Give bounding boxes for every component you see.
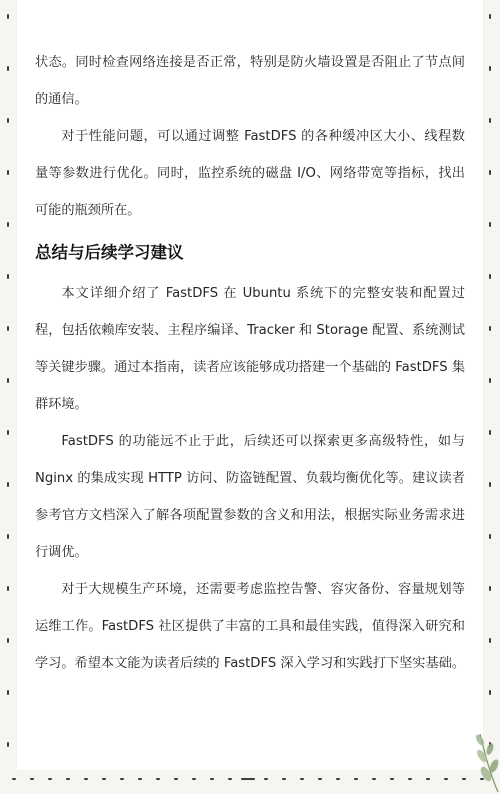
border-dot [30,778,34,780]
paragraph-performance: 对于性能问题，可以通过调整 FastDFS 的各种缓冲区大小、线程数量等参数进行优化。同时，监控系统的磁盘 I/O、网络带宽等指标，找出可能的瓶颈所在。 [35,129,465,218]
border-dot [228,778,232,780]
border-dot [7,534,9,539]
border-dot [489,326,491,331]
border-dot [489,274,491,279]
border-dot [489,170,491,175]
border-dot [192,778,196,780]
border-dot [102,778,106,780]
border-dot [354,778,358,780]
border-dot [7,118,9,123]
paragraph-production: 对于大规模生产环境，还需要考虑监控告警、容灾备份、容量规划等运维工作。FastDFS 社区提供了丰富的工具和最佳实践，值得深入研究和学习。希望本文能为读者后续的 FastDFS 深入学习和实践打下坚实基础。 [35,582,466,671]
border-dot [66,778,70,780]
border-dot [300,778,304,780]
border-dot [7,482,9,487]
border-dot [84,778,88,780]
left-dotted-border [7,0,11,794]
border-dot [7,14,9,19]
border-dot [7,378,9,383]
border-dot [264,778,268,780]
border-dash [241,778,255,780]
border-dot [489,586,491,591]
border-dot [174,778,178,780]
document-body [35,44,465,682]
border-dot [426,778,430,780]
border-dot [7,742,9,747]
border-dot [489,430,491,435]
border-dot [372,778,376,780]
border-dot [138,778,142,780]
border-dot [7,66,9,71]
border-dot [489,66,491,71]
border-dot [489,482,491,487]
border-dot [156,778,160,780]
border-dot [120,778,124,780]
right-dotted-border [489,0,493,794]
border-dot [408,778,412,780]
border-dot [489,638,491,643]
section-heading: 总结与后续学习建议 [35,243,184,262]
border-dot [336,778,340,780]
border-dot [210,778,214,780]
border-dot [48,778,52,780]
border-dot [318,778,322,780]
border-dot [7,586,9,591]
paragraph-advanced-features: FastDFS 的功能远不止于此，后续还可以探索更多高级特性，如与 Nginx 的集成实现 HTTP 访问、防盗链配置、负载均衡优化等。建议读者参考官方文档深入了解各项配置参数的含义和用法，根据实际业务需求进行调优。 [35,434,465,560]
border-dot [390,778,394,780]
paragraph-network-check: 状态。同时检查网络连接是否正常，特别是防火墙设置是否阻止了节点间的通信。 [35,55,465,107]
border-dot [7,638,9,643]
border-dot [489,14,491,19]
border-dot [7,326,9,331]
bottom-dotted-border [0,776,500,782]
border-dot [7,690,9,695]
border-dot [7,170,9,175]
border-dot [12,778,16,780]
border-dot [489,378,491,383]
border-dot [489,222,491,227]
leaf-sprig-icon [440,704,500,794]
border-dot [489,118,491,123]
border-dot [7,430,9,435]
border-dot [7,274,9,279]
border-dot [489,690,491,695]
border-dot [489,534,491,539]
border-dot [282,778,286,780]
paragraph-summary: 本文详细介绍了 FastDFS 在 Ubuntu 系统下的完整安装和配置过程，包括依赖库安装、主程序编译、Tracker 和 Storage 配置、系统测试等关键步骤。通过本指南，读者应该能够成功搭建一个基础的 FastDFS 集群环境。 [35,286,466,412]
border-dot [7,222,9,227]
